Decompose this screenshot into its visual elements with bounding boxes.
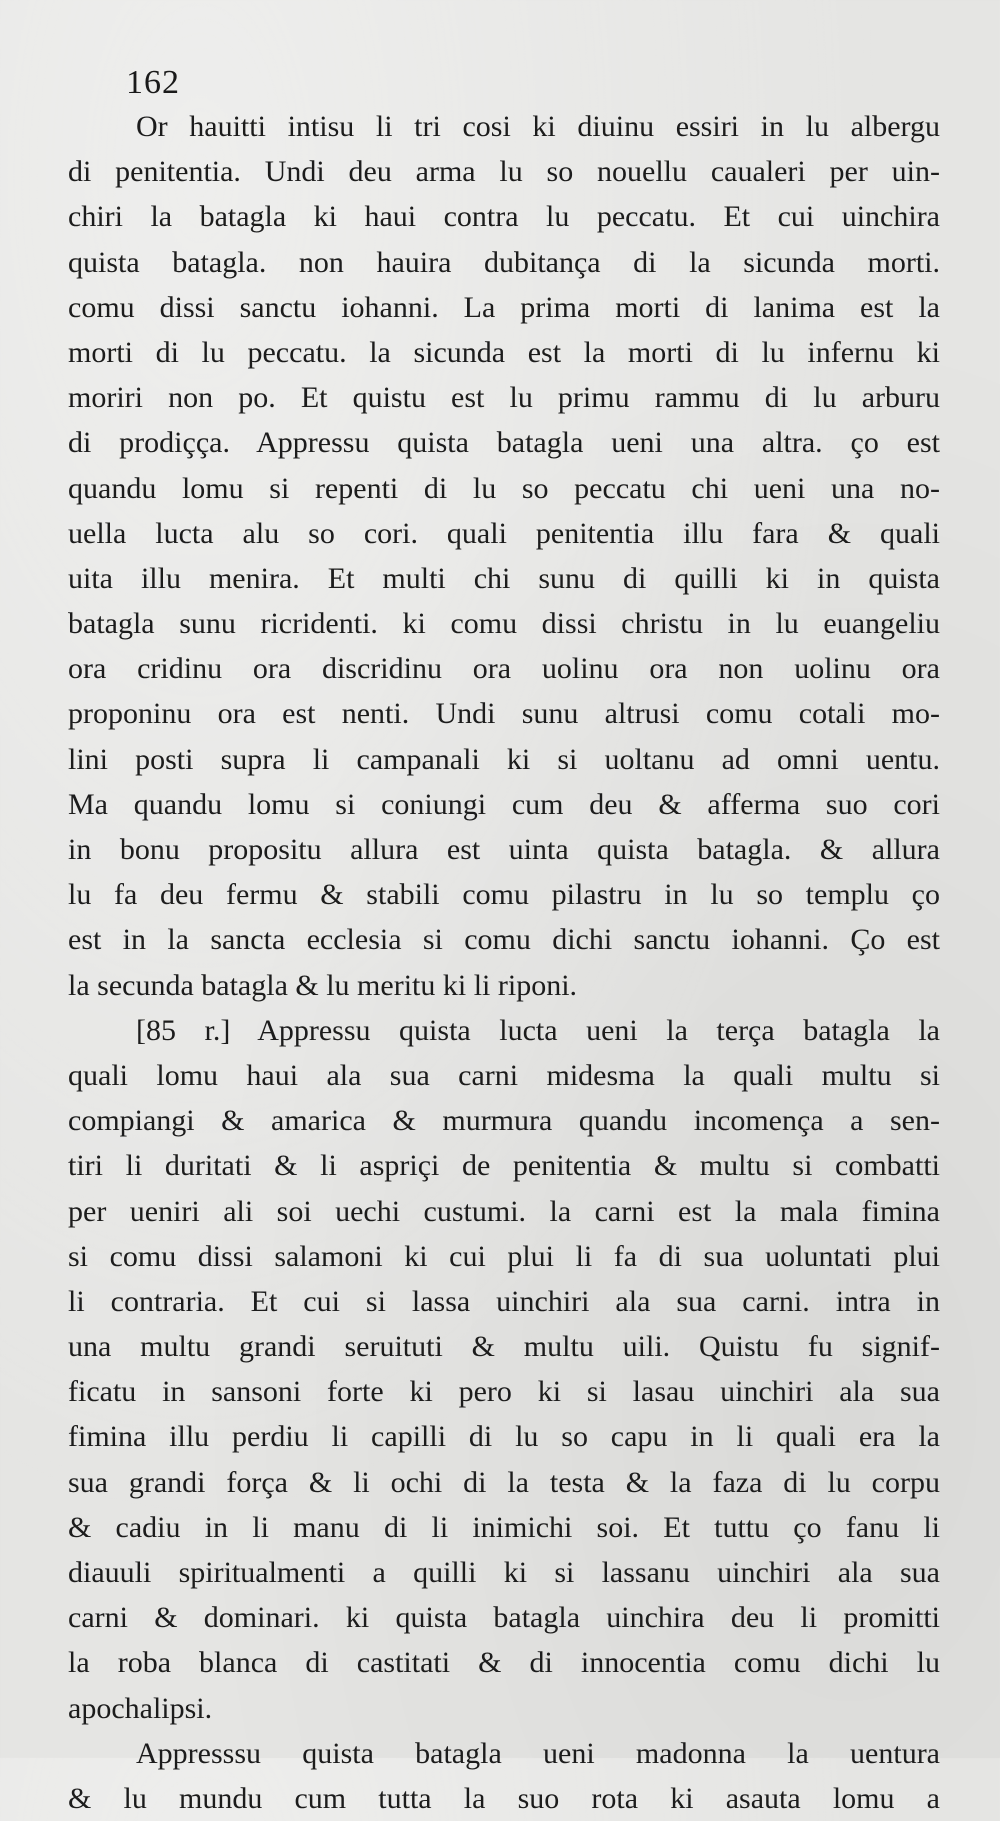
- text-line: & cadiu in li manu di li inimichi soi. Et tuttu ço fanu li: [68, 1510, 940, 1544]
- text-line: fimina illu perdiu li capilli di lu so capu in li quali era la: [68, 1420, 940, 1454]
- text-line: la roba blanca di castitati & di innocentia comu dichi lu: [68, 1646, 940, 1680]
- text-line: Or hauitti intisu li tri cosi ki diuinu essiri in lu albergu: [136, 110, 940, 143]
- text-line: quista batagla. non hauira dubitança di la sicunda morti.: [68, 245, 940, 279]
- text-line: di penitentia. Undi deu arma lu so nouellu caualeri per uin-: [68, 155, 940, 189]
- text-line: Ma quandu lomu si coniungi cum deu & afferma suo cori: [68, 787, 940, 821]
- text-line: la secunda batagla & lu meritu ki li riponi.: [68, 968, 578, 1002]
- text-line: li contraria. Et cui si lassa uinchiri ala sua carni. intra in: [68, 1284, 940, 1318]
- text-line: apochalipsi.: [68, 1691, 213, 1725]
- text-line: moriri non po. Et quistu est lu primu rammu di lu arburu: [68, 381, 940, 415]
- text-line: & lu mundu cum tutta la suo rota ki asauta lomu a: [68, 1781, 940, 1815]
- text-line: uella lucta alu so cori. quali penitentia illu fara & quali: [68, 516, 940, 550]
- text-line: proponinu ora est nenti. Undi sunu altrusi comu cotali mo-: [68, 697, 940, 731]
- text-line: ora cridinu ora discridinu ora uolinu ora non uolinu ora: [68, 652, 940, 686]
- text-line: in bonu propositu allura est uinta quista batagla. & allura: [68, 833, 940, 866]
- text-line: quali lomu haui ala sua carni midesma la quali multu si: [68, 1058, 940, 1092]
- text-line: tiri li duritati & li aspriçi de penitentia & multu si combatti: [68, 1149, 940, 1183]
- text-line: [85 r.] Appressu quista lucta ueni la terça batagla la: [136, 1013, 940, 1047]
- text-line: una multu grandi seruituti & multu uili. Quistu fu signif-: [68, 1330, 940, 1364]
- text-line: morti di lu peccatu. la sicunda est la morti di lu infernu ki: [68, 335, 940, 369]
- text-line: di prodiçça. Appressu quista batagla ueni una altra. ço est: [68, 426, 940, 460]
- text-line: ficatu in sansoni forte ki pero ki si lasau uinchiri ala sua: [68, 1375, 940, 1409]
- text-line: diauuli spiritualmenti a quilli ki si lassanu uinchiri ala sua: [68, 1556, 940, 1589]
- text-line: quandu lomu si repenti di lu so peccatu chi ueni una no-: [68, 471, 940, 505]
- text-line: carni & dominari. ki quista batagla uinchira deu li promitti: [68, 1601, 940, 1635]
- text-line: batagla sunu ricridenti. ki comu dissi christu in lu euangeliu: [68, 607, 940, 641]
- text-line: comu dissi sanctu iohanni. La prima morti di lanima est la: [68, 290, 940, 324]
- text-line: Appresssu quista batagla ueni madonna la uentura: [136, 1736, 940, 1770]
- text-line: est in la sancta ecclesia si comu dichi sanctu iohanni. Ço est: [68, 923, 940, 957]
- text-line: sua grandi força & li ochi di la testa & la faza di lu corpu: [68, 1465, 940, 1499]
- text-line: compiangi & amarica & murmura quandu incomença a sen-: [68, 1104, 940, 1138]
- text-line: per ueniri ali soi uechi custumi. la carni est la mala fimina: [68, 1194, 940, 1228]
- text-line: lu fa deu fermu & stabili comu pilastru in lu so templu ço: [68, 878, 940, 912]
- text-line: si comu dissi salamoni ki cui plui li fa di sua uoluntati plui: [68, 1239, 940, 1273]
- text-line: uita illu menira. Et multi chi sunu di quilli ki in quista: [68, 561, 940, 595]
- page-number: 162: [126, 64, 180, 101]
- text-line: lini posti supra li campanali ki si uoltanu ad omni uentu.: [68, 742, 940, 776]
- text-line: chiri la batagla ki haui contra lu peccatu. Et cui uinchira: [68, 200, 940, 234]
- body-text: [68, 104, 940, 1821]
